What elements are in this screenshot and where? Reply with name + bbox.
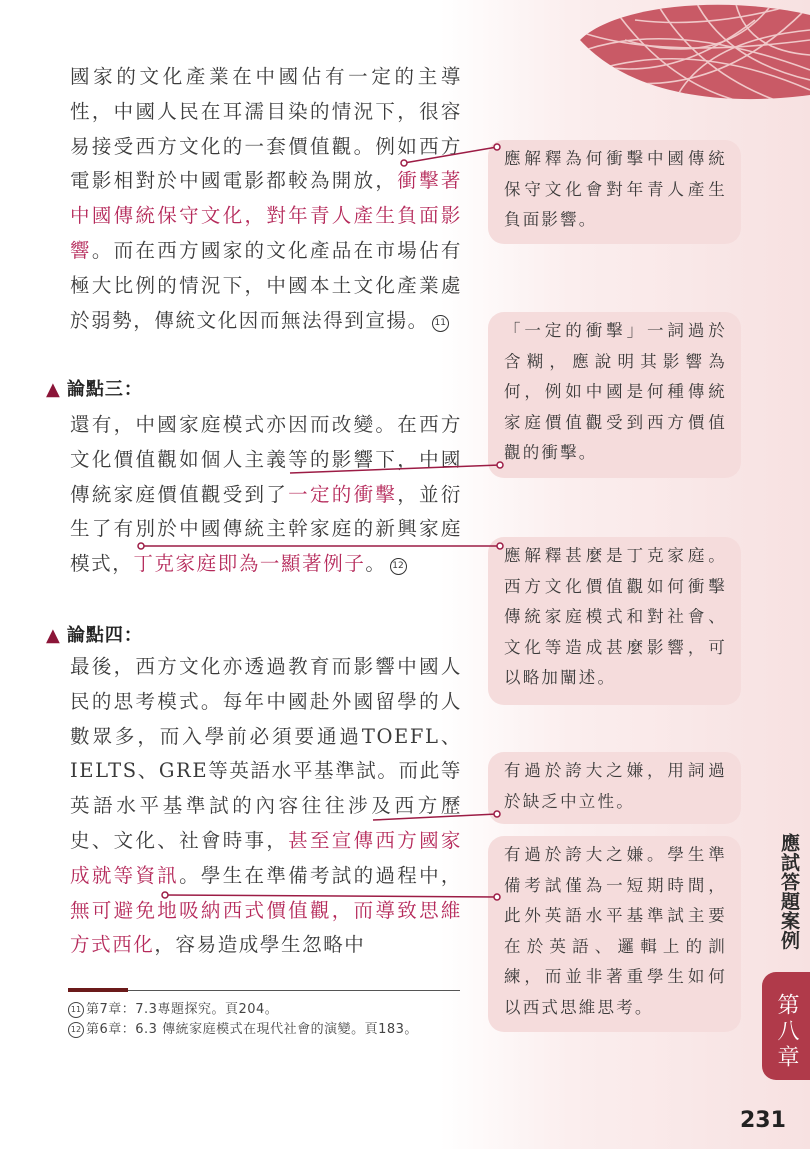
note-1: 應解釋為何衝擊中國傳統保守文化會對年青人產生負面影響。 [488,140,741,244]
connector-dot [497,543,503,549]
footnotes [68,1000,418,1040]
connector-dot [497,462,503,468]
highlight-2: 一定的衝擊 [288,482,398,506]
footnote-11: 11 第7章：7.3專題探究。頁204。 [68,1000,418,1020]
chapter-title: 應試答題案例 [778,833,800,950]
footnote-ref-11[interactable]: 11 [432,315,449,332]
highlight-4: 甚至宣傳西方國家成就等資訊 [70,828,462,887]
connector-dot [138,543,144,549]
footnote-number: 12 [68,1022,84,1038]
note-5: 有過於誇大之嫌。學生準備考試僅為一短期時間，此外英語水平基準試主要在於英語、邏輯上的訓練，而並非著重學生如何以西式思維思考。 [488,836,741,1032]
footnote-number: 11 [68,1002,84,1018]
heading-argument-3: ▲ 論點三： [46,379,143,400]
connector-line-2 [290,465,500,473]
triangle-icon: ▲ [46,625,61,646]
paragraph-2: 還有，中國家庭模式亦因而改變。在西方文化價值觀如個人主義等的影響下，中國傳統家庭價值觀受到了一定的衝擊，並衍生了有別於中國傳統主幹家庭的新興家庭模式，丁克家庭即為一顯著例子。 12 [70,413,462,576]
triangle-icon: ▲ [46,379,61,400]
heading-argument-4: ▲ 論點四： [46,625,143,646]
highlight-3: 丁克家庭即為一顯著例子 [133,552,366,576]
connector-line-1 [404,147,497,163]
connector-dot [494,144,500,150]
note-3: 應解釋甚麼是丁克家庭。西方文化價值觀如何衝擊傳統家庭模式和對社會、文化等造成甚麼影響，可以略加闡述。 [488,537,741,705]
footnote-ref-12[interactable]: 12 [390,558,407,575]
highlight-1: 衝擊著中國傳統保守文化，對年青人產生負面影響 [70,169,462,262]
connector-dot [494,811,500,817]
note-4: 有過於誇大之嫌，用詞過於缺乏中立性。 [488,752,741,824]
paragraph-3: 最後，西方文化亦透過教育而影響中國人民的思考模式。每年中國赴外國留學的人數眾多，而入學前必須要通過TOEFL、IELTS、GRE等英語水平基準試。而此等英語水平基準試的內容往往涉及西方歷史、文化、社會時事，甚至宣傳西方國家成就等資訊。學生在準備考試的過程中，無可避免地吸納西式價值觀，而導致思維方式西化，容易造成學生忽略中 [70,655,462,957]
page-number: 231 [740,1108,786,1133]
note-2: 「一定的衝擊」一詞過於含糊，應說明其影響為何，例如中國是何種傳統家庭價值觀受到西方價值觀的衝擊。 [488,312,741,478]
highlight-5: 無可避免地吸納西式價值觀，而導致思維方式西化 [70,898,462,957]
footnote-12: 12 第6章：6.3 傳統家庭模式在現代社會的演變。頁183。 [68,1020,418,1040]
connector-dot [401,160,407,166]
connector-dot [494,894,500,900]
paragraph-1: 國家的文化產業在中國佔有一定的主導性，中國人民在耳濡目染的情況下，很容易接受西方文化的一套價值觀。例如西方電影相對於中國電影都較為開放，衝擊著中國傳統保守文化，對年青人產生負面影響。而在西方國家的文化產品在市場佔有極大比例的情況下，中國本土文化產業處於弱勢，傳統文化因而無法得到宣揚。 11 [70,65,462,332]
chapter-tab[interactable]: 第八章 [762,972,810,1080]
connector-dot [162,892,168,898]
connector-line-5 [165,895,497,897]
connector-line-4 [373,814,497,820]
footnote-divider-accent [68,988,128,992]
